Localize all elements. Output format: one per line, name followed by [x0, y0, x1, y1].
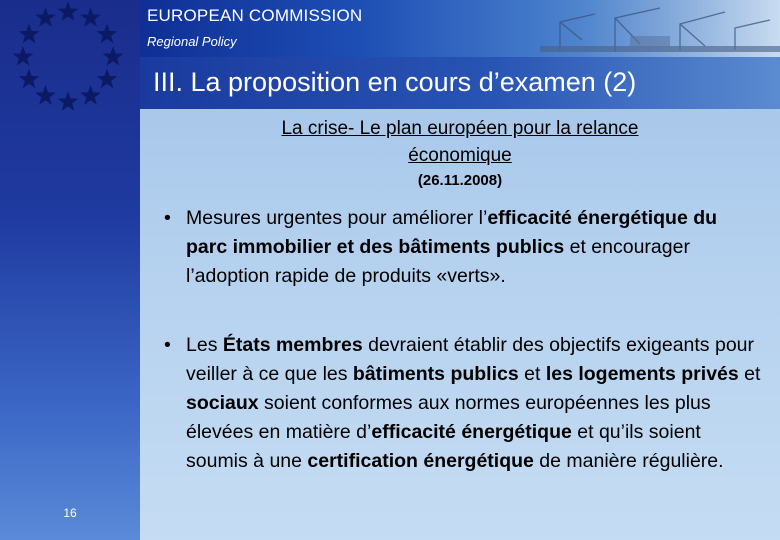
star-icon [58, 91, 79, 111]
harbour-cranes-image [520, 0, 780, 57]
star-icon [13, 46, 34, 66]
slide-title: III. La proposition en cours d’examen (2) [153, 67, 637, 97]
star-icon [103, 46, 124, 66]
department-name: Regional Policy [147, 34, 237, 49]
bullet-glyph: • [164, 207, 171, 229]
slide-date: (26.11.2008) [417, 172, 503, 189]
star-icon [97, 69, 118, 89]
bullet-glyph: • [164, 334, 171, 356]
page-number: 16 [63, 506, 77, 520]
bullet-item-2: • Les États membres devraient établir des objectifs exigeants pour veiller à ce que les bâtiments publics et les logements privés et sociaux soient conformes aux normes européennes les plus élevées en matière d’efficacité énergétique et qu’ils soient soumis à une certification énergétique de manière régulière. [186, 331, 761, 476]
eu-stars-icon [0, 0, 140, 125]
subtitle-line-1: La crise- Le plan européen pour la relance [281, 118, 639, 139]
org-title: EUROPEAN COMMISSION [147, 6, 363, 25]
star-icon [80, 85, 101, 105]
star-icon [58, 1, 79, 21]
star-icon [19, 69, 40, 89]
bullet-item-1: • Mesures urgentes pour améliorer l’efficacité énergétique du parc immobilier et des bâtiments publics et encourager l’adoption rapide de produits «verts». [186, 204, 761, 291]
sidebar [0, 0, 140, 540]
star-icon [19, 24, 40, 44]
star-icon [80, 7, 101, 27]
subtitle-line-2: économique [408, 145, 512, 166]
star-icon [97, 24, 118, 44]
slide-subtitle [140, 115, 780, 169]
star-icon [35, 85, 56, 105]
star-icon [35, 7, 56, 27]
